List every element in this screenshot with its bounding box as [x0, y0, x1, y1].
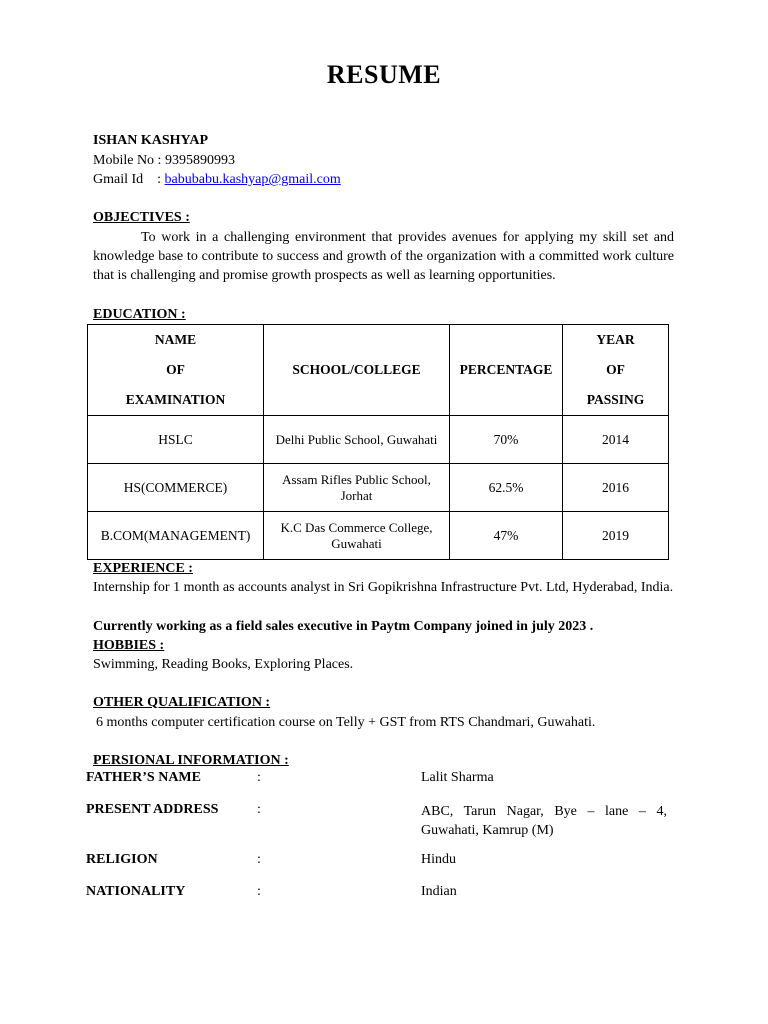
exam-cell: HSLC	[88, 416, 264, 464]
year-cell: 2019	[563, 512, 669, 560]
education-header-row	[88, 325, 669, 416]
school-cell: K.C Das Commerce College, Guwahati	[264, 512, 450, 560]
header-text: PASSING	[586, 392, 645, 407]
percentage-cell: 70%	[450, 416, 563, 464]
header-text: NAME	[154, 332, 197, 347]
colon: :	[257, 884, 261, 899]
colon: :	[257, 852, 261, 867]
table-row	[88, 464, 669, 512]
year-cell: 2016	[563, 464, 669, 512]
objectives-heading: OBJECTIVES :	[93, 210, 190, 225]
header-text: OF	[166, 362, 185, 377]
exam-cell: B.COM(MANAGEMENT)	[88, 512, 264, 560]
fathers-name-label: FATHER’S NAME	[86, 770, 201, 785]
religion-value: Hindu	[421, 852, 456, 867]
percentage-cell: 47%	[450, 512, 563, 560]
experience-text: Internship for 1 month as accounts analyst in Sri Gopikrishna Infrastructure Pvt. Ltd, Hyderabad, India.	[93, 580, 674, 595]
header-school-college: SCHOOL/COLLEGE	[264, 325, 450, 416]
present-address-label: PRESENT ADDRESS	[86, 802, 219, 817]
fathers-name-value: Lalit Sharma	[421, 770, 494, 785]
hobbies-heading: HOBBIES :	[93, 638, 165, 653]
school-cell: Delhi Public School, Guwahati	[264, 416, 450, 464]
school-cell: Assam Rifles Public School, Jorhat	[264, 464, 450, 512]
gmail-separator: :	[157, 172, 162, 187]
gmail-line	[93, 170, 341, 189]
mobile-number: 9395890993	[164, 153, 235, 168]
mobile-label: Mobile No :	[93, 153, 162, 168]
table-row	[88, 416, 669, 464]
header-year-of-passing	[563, 325, 669, 416]
header-text: EXAMINATION	[125, 392, 226, 407]
religion-label: RELIGION	[86, 852, 158, 867]
email-link[interactable]: babubabu.kashyap@gmail.com	[164, 172, 341, 187]
objectives-text	[93, 228, 674, 286]
objectives-body: To work in a challenging environment that provides avenues for applying my skill set and knowledge base to contribute to success and growth of the organization with a committed work culture that is challenging and promise growth prospects as well as learning opportunities.	[93, 230, 674, 284]
hobbies-text: Swimming, Reading Books, Exploring Places.	[93, 657, 354, 672]
nationality-value: Indian	[421, 884, 457, 899]
year-cell: 2014	[563, 416, 669, 464]
header-text: OF	[606, 362, 625, 377]
exam-cell: HS(COMMERCE)	[88, 464, 264, 512]
header-name-of-examination	[88, 325, 264, 416]
present-address-value: ABC, Tarun Nagar, Bye – lane – 4, Guwahati, Kamrup (M)	[421, 804, 667, 838]
page-title: RESUME	[326, 60, 442, 89]
other-qualification-text: 6 months computer certification course on Telly + GST from RTS Chandmari, Guwahati.	[96, 715, 596, 730]
mobile-line	[93, 151, 235, 170]
header-text: YEAR	[596, 332, 635, 347]
experience-heading: EXPERIENCE :	[93, 561, 193, 576]
colon: :	[257, 802, 261, 817]
experience-current: Currently working as a field sales executive in Paytm Company joined in july 2023 .	[93, 619, 594, 634]
candidate-name: ISHAN KASHYAP	[93, 133, 209, 148]
percentage-cell: 62.5%	[450, 464, 563, 512]
table-row	[88, 512, 669, 560]
education-table	[87, 324, 669, 560]
header-percentage: PERCENTAGE	[450, 325, 563, 416]
education-heading: EDUCATION :	[93, 307, 186, 322]
colon: :	[257, 770, 261, 785]
other-qualification-heading: OTHER QUALIFICATION :	[93, 695, 271, 710]
personal-info-heading: PERSIONAL INFORMATION :	[93, 753, 289, 768]
gmail-label: Gmail Id	[93, 172, 144, 187]
nationality-label: NATIONALITY	[86, 884, 186, 899]
